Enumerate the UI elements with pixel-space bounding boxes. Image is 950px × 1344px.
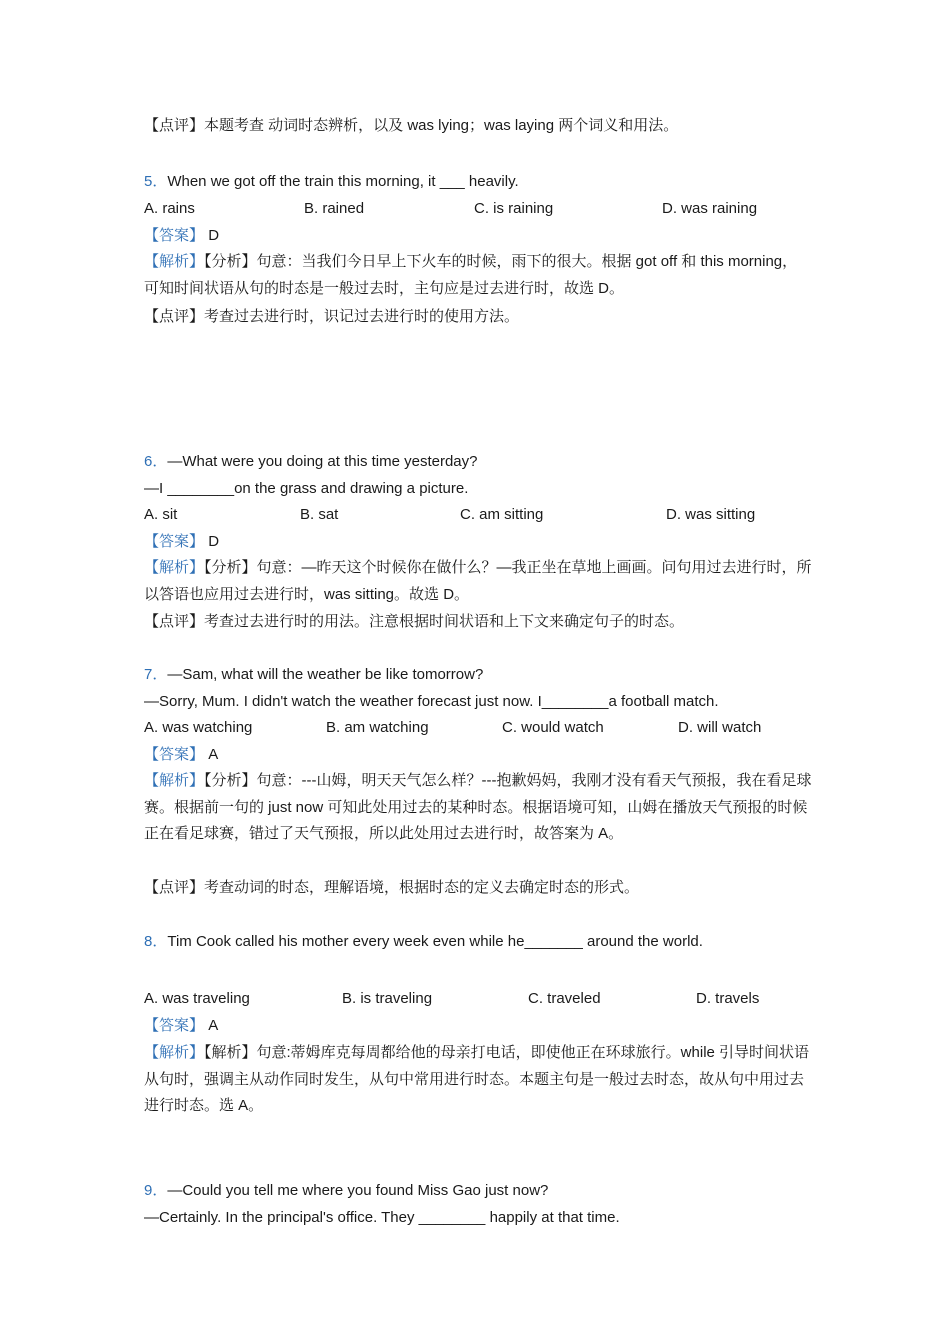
q7-comment: 【点评】考查动词的时态，理解语境，根据时态的定义去确定时态的形式。: [144, 879, 640, 896]
q5-number: 5．: [144, 173, 168, 190]
q9-number: 9．: [144, 1182, 168, 1199]
q9-stem: [144, 1181, 548, 1201]
q6-stem2: —I ________on the grass and drawing a picture.: [144, 480, 469, 497]
q6-analysis: [144, 555, 812, 608]
q7-option-b: B. am watching: [326, 719, 429, 736]
q8-option-d: D. travels: [696, 990, 760, 1007]
answer-value: A: [208, 746, 219, 763]
q5-stem-text: When we got off the train this morning, it ___ heavily.: [167, 173, 519, 190]
q5-option-a: A. rains: [144, 200, 195, 217]
q5-answer: [144, 226, 219, 246]
q5-stem: [144, 172, 519, 192]
answer-tag: 【答案】: [144, 533, 205, 550]
q6-option-b: B. sat: [300, 506, 339, 523]
q7-option-c: C. would watch: [502, 719, 604, 736]
q7-analysis: [144, 768, 812, 848]
q5-option-d: D. was raining: [662, 200, 758, 217]
analysis-tag: 【解析】: [144, 772, 205, 789]
q5-option-c: C. is raining: [474, 200, 554, 217]
analysis-tag: 【解析】: [144, 253, 205, 270]
q6-option-c: C. am sitting: [460, 506, 544, 523]
q9-stem-text: —Could you tell me where you found Miss Gao just now?: [167, 1182, 549, 1199]
q6-number: 6．: [144, 453, 168, 470]
analysis-text: 【分析】句意：---山姆，明天天气怎么样？---抱歉妈妈，我刚才没有看天气预报，我在看足球赛。根据前一句的 just now 可知此处用过去的某种时态。根据语境可知，山姆在播放天气预报的时候正在看足球赛，错过了天气预报，所以此处用过去进行时，故答案为 A。: [144, 772, 812, 843]
q6-comment: 【点评】考查过去进行时的用法。注意根据时间状语和上下文来确定句子的时态。: [144, 613, 685, 630]
q7-stem2: —Sorry, Mum. I didn't watch the weather forecast just now. I________a football match.: [144, 693, 719, 710]
q6-option-d: D. was sitting: [666, 506, 756, 523]
q8-option-c: C. traveled: [528, 990, 601, 1007]
q7-number: 7．: [144, 666, 168, 683]
q8-option-a: A. was traveling: [144, 990, 250, 1007]
answer-value: D: [208, 533, 220, 550]
q9-stem2: —Certainly. In the principal's office. They ________ happily at that time.: [144, 1209, 620, 1226]
q6-answer: [144, 532, 219, 552]
q6-stem-text: —What were you doing at this time yesterday?: [167, 453, 478, 470]
q8-stem: [144, 932, 703, 952]
q5-comment: 【点评】考查过去进行时，识记过去进行时的使用方法。: [144, 308, 520, 325]
q6-stem: [144, 452, 478, 472]
answer-value: A: [208, 1017, 219, 1034]
q7-stem-text: —Sam, what will the weather be like tomorrow?: [167, 666, 484, 683]
q7-option-a: A. was watching: [144, 719, 253, 736]
analysis-text: 【分析】句意：当我们今日早上下火车的时候，雨下的很大。根据 got off 和 this morning，可知时间状语从句的时态是一般过去时，主句应是过去进行时，故选 D。: [144, 253, 798, 297]
q8-stem-text: Tim Cook called his mother every week even while he_______ around the world.: [167, 933, 703, 950]
answer-tag: 【答案】: [144, 746, 205, 763]
q8-number: 8．: [144, 933, 168, 950]
q7-answer: [144, 745, 218, 765]
analysis-text: 【分析】句意：—昨天这个时候你在做什么？—我正坐在草地上画画。问句用过去进行时，所以答语也应用过去进行时，was sitting。故选 D。: [144, 559, 812, 603]
q4-comment: 【点评】本题考查 动词时态辨析，以及 was lying；was laying 两个词义和用法。: [144, 117, 679, 134]
analysis-tag: 【解析】: [144, 559, 205, 576]
answer-value: D: [208, 227, 220, 244]
q8-answer: [144, 1016, 218, 1036]
q7-stem: [144, 665, 483, 685]
analysis-text: 【解析】句意:蒂姆库克每周都给他的母亲打电话，即使他正在环球旅行。while 引导时间状语从句时，强调主从动作同时发生，从句中常用进行时态。本题主句是一般过去时态，故从句中用过去进行时态。选 A。: [144, 1044, 810, 1115]
answer-tag: 【答案】: [144, 227, 205, 244]
answer-tag: 【答案】: [144, 1017, 205, 1034]
q5-analysis: [144, 249, 812, 302]
q6-option-a: A. sit: [144, 506, 178, 523]
q8-analysis: [144, 1040, 812, 1120]
q5-option-b: B. rained: [304, 200, 365, 217]
q8-option-b: B. is traveling: [342, 990, 433, 1007]
analysis-tag: 【解析】: [144, 1044, 205, 1061]
q7-option-d: D. will watch: [678, 719, 762, 736]
